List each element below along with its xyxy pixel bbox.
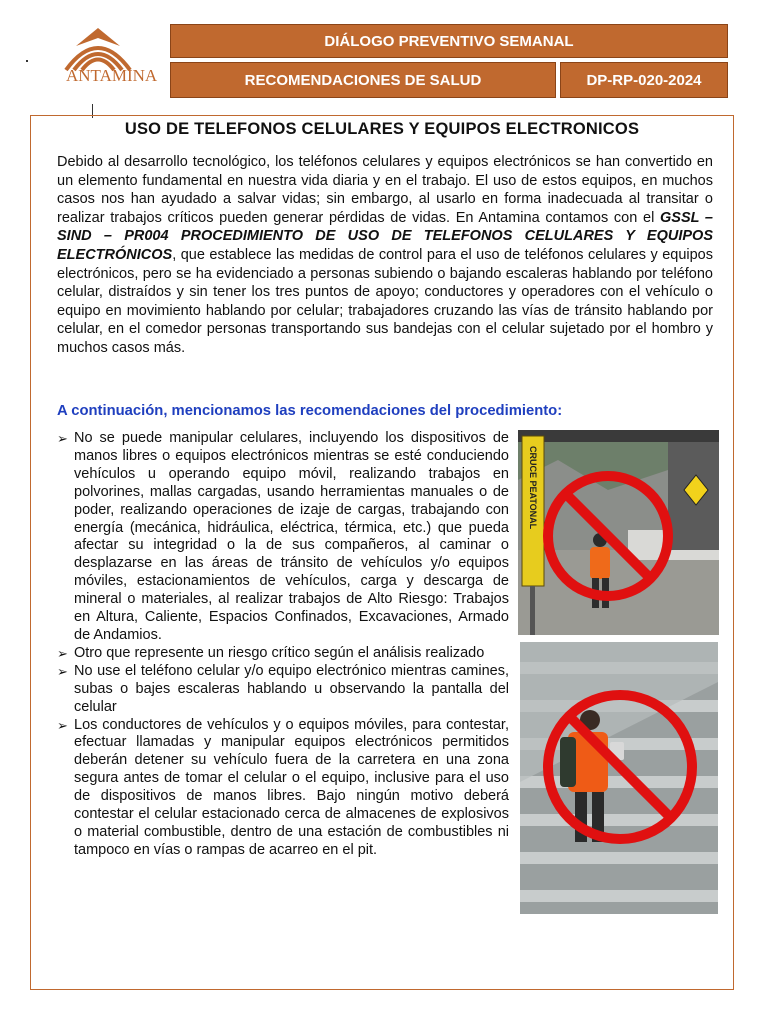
arrow-bullet-icon: ➢	[57, 717, 68, 733]
list-item	[57, 717, 509, 860]
topic-title: RECOMENDACIONES DE SALUD	[170, 62, 556, 98]
crosswalk-phone-photo	[518, 430, 719, 635]
list-item-text: Los conductores de vehículos y o equipos móviles, para contestar, efectuar llamadas y manipular equipos electrónicos permitidos deberán detener su vehículo fuera de la carretera en una zona segura antes de tomar el celular o el equipo, inclusive para el uso de dispositivos de manos libres. Bajo ningún motivo deberá contestar el celular estacionado cerca de almacenes de explosivos o material combustible, dentro de una estación de combustibles ni tampoco en vías o rampas de acarreo en el pit.	[74, 716, 509, 858]
list-item-text: No use el teléfono celular y/o equipo electrónico mientras camines, subas o bajes escaleras hablando u observando la pantalla del celular	[74, 662, 509, 715]
intro-part-1: Debido al desarrollo tecnológico, los teléfonos celulares y equipos electrónicos se han convertido en un elemento fundamental en nuestra vida diaria y en el trabajo. El uso de estos equipos, en muchos casos nos han ayudado a salvar vidas; sin embargo, al usarlo en forma inadecuada al transitar o realizar trabajos críticos pueden generar pérdidas de vidas. En Antamina contamos con el	[57, 154, 713, 226]
arrow-bullet-icon: ➢	[57, 645, 68, 661]
list-item	[57, 663, 509, 717]
recommendations-subtitle: A continuación, mencionamos las recomendaciones del procedimiento:	[57, 403, 563, 419]
crosswalk-sign-text: CRUCE PEATONAL	[528, 446, 538, 530]
stray-mark	[26, 60, 28, 62]
intro-part-2: , que establece las medidas de control para el uso de teléfonos celulares y equipos electrónicos, pero se ha evidenciado a personas subiendo o bajando escaleras hablando por teléfono celular, distraídos y sin tener los tres puntos de apoyo; conductores y operadores con el vehículo o equipo en movimiento hablando por celular; trabajadores cruzando las vías de tránsito hablando por celular, en el comedor personas transportando sus bandejas con el celular sujetado por el hombro y muchos casos más.	[57, 246, 713, 356]
arrow-bullet-icon: ➢	[57, 663, 68, 679]
list-item	[57, 645, 509, 663]
stairs-phone-photo	[520, 642, 718, 914]
procedure-name: GSSL – SIND – PR004 PROCEDIMIENTO DE USO DE TELEFONOS CELULARES Y EQUIPOS ELECTRÓNICOS	[57, 209, 713, 263]
document-code: DP-RP-020-2024	[560, 62, 728, 98]
list-item-text: Otro que represente un riesgo crítico según el análisis realizado	[74, 644, 485, 661]
logo-text: ANTAMINA	[66, 66, 158, 85]
recommendations-list	[57, 430, 509, 860]
intro-paragraph	[57, 153, 713, 358]
list-item-text: No se puede manipular celulares, incluyendo los dispositivos de manos libres o equipos electrónicos mientras se esté conduciendo vehículos u operando equipo móvil, realizando trabajos en polvorines, mallas cargadas, usando herramientas manuales o de poder, realizando operaciones de izaje de cargas, trabajando con energía (mecánica, hidráulica, eléctrica, térmica, etc.) que pueda afectar su integridad o la de sus compañeros, al caminar o desplazarse en las áreas de tránsito de vehículos y/o equipos móviles, estacionamientos de vehículos, carga y descarga de mineral o materiales, al realizar trabajos de Alto Riesgo: Trabajos en Altura, Caliente, Espacios Confinados, Excavaciones, Armado de Andamios.	[74, 430, 509, 643]
page-title: USO DE TELEFONOS CELULARES Y EQUIPOS ELECTRONICOS	[124, 120, 640, 138]
dialogue-title: DIÁLOGO PREVENTIVO SEMANAL	[170, 24, 728, 58]
arrow-bullet-icon: ➢	[57, 431, 68, 446]
list-item	[57, 430, 509, 645]
